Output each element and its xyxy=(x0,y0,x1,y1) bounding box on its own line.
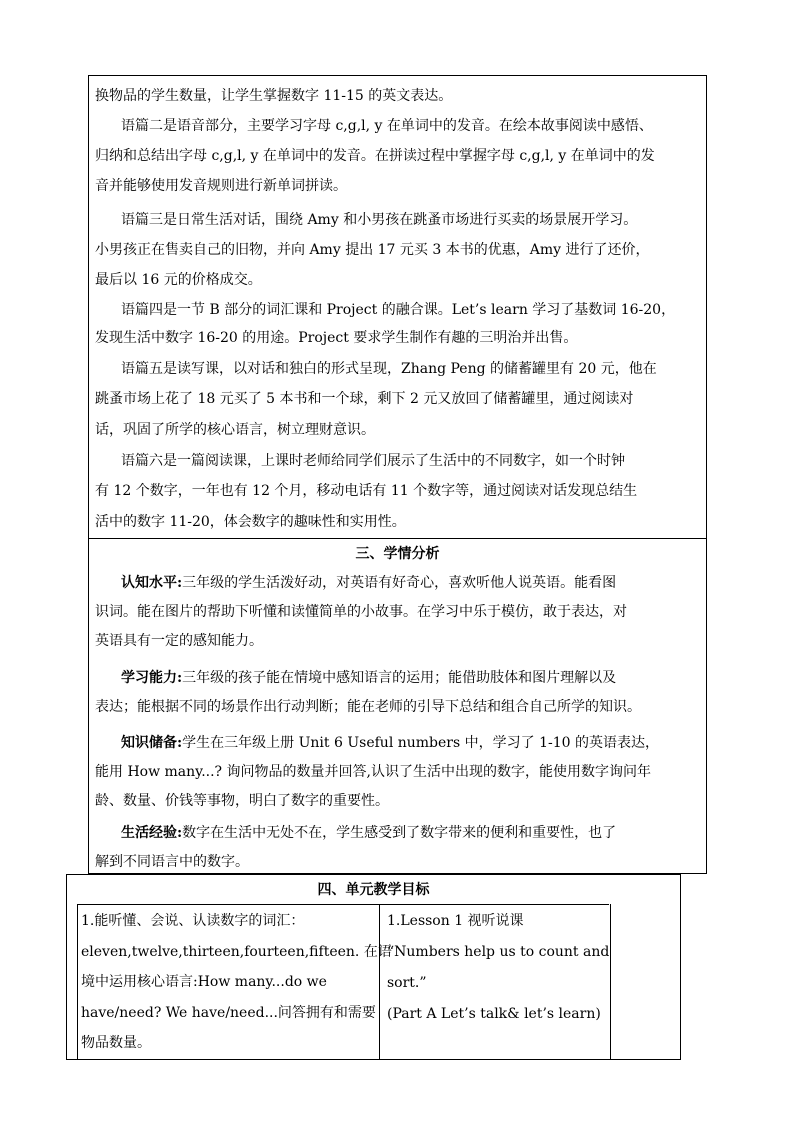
lesson-line: 1.Lesson 1 视听说课 xyxy=(387,913,524,929)
paragraph-line: 跳蚤市场上花了 18 元买了 5 本书和一个球，剩下 2 元又放回了储蓄罐里，通过阅读对 xyxy=(95,391,634,407)
col-divider xyxy=(610,904,611,1059)
learning-line xyxy=(121,668,616,688)
lesson-line: (Part A Let’s talk& let’s learn) xyxy=(387,1006,601,1022)
paragraph-line: 识词。能在图片的帮助下听懂和读懂简单的小故事。在学习中乐于模仿，敢于表达，对 xyxy=(95,604,627,620)
goal-line: 境中运用核心语言:How many...do we xyxy=(81,974,327,990)
goal-line: have/need? We have/need...问答拥有和需要 xyxy=(81,1005,376,1021)
paragraph-line: 语篇二是语音部分，主要学习字母 c,g,l, y 在单词中的发音。在绘本故事阅读中感悟、 xyxy=(121,118,653,134)
learning-text: 三年级的孩子能在情境中感知语言的运用；能借助肢体和图片理解以及 xyxy=(182,670,617,686)
goal-line: 1.能听懂、会说、认读数字的词汇： xyxy=(81,913,305,929)
paragraph-line: 归纳和总结出字母 c,g,l, y 在单词中的发音。在拼读过程中掌握字母 c,g,l, y 在单词中的发 xyxy=(95,148,655,164)
paragraph-line: 语篇三是日常生活对话，围绕 Amy 和小男孩在跳蚤市场进行买卖的场景展开学习。 xyxy=(121,212,638,228)
lesson-line: sort.” xyxy=(387,975,427,991)
section-title: 四、单元教学目标 xyxy=(317,882,430,898)
knowledge-label: 知识储备: xyxy=(121,735,183,751)
cognitive-text: 三年级的学生活泼好动，对英语有好奇心，喜欢听他人说英语。能看图 xyxy=(182,575,617,591)
paragraph-line: 话，巩固了所学的核心语言，树立理财意识。 xyxy=(95,422,375,438)
paragraph-line: 活中的数字 11-20，体会数字的趣味性和实用性。 xyxy=(95,514,406,530)
paragraph-line: 表达；能根据不同的场景作出行动判断；能在老师的引导下总结和组合自己所学的知识。 xyxy=(95,699,641,715)
paragraph-line: 语篇四是一节 B 部分的词汇课和 Project 的融合课。Let’s learn 学习了基数词 16-20， xyxy=(121,302,676,318)
section-title: 三、学情分析 xyxy=(355,546,440,562)
paragraph-line: 语篇六是一篇阅读课，上课时老师给同学们展示了生活中的不同数字，如一个时钟 xyxy=(121,453,625,469)
paragraph-line: 有 12 个数字，一年也有 12 个月，移动电话有 11 个数字等，通过阅读对话发现总结生 xyxy=(95,483,638,499)
knowledge-line xyxy=(121,733,659,753)
life-label: 生活经验: xyxy=(121,825,183,841)
life-text: 数字在生活中无处不在，学生感受到了数字带来的便利和重要性，也了 xyxy=(182,825,617,841)
goal-line: 物品数量。 xyxy=(81,1035,151,1051)
goal-line: eleven,twelve,thirteen,fourteen,fifteen. 在语 xyxy=(81,944,392,960)
paragraph-line: 音并能够使用发音规则进行新单词拼读。 xyxy=(95,178,347,194)
life-line xyxy=(121,823,616,843)
paragraph-line: 小男孩正在售卖自己的旧物，并向 Amy 提出 17 元买 3 本书的优惠，Amy 进行了还价， xyxy=(95,242,650,258)
cognitive-label: 认知水平: xyxy=(121,575,183,591)
col-divider xyxy=(379,904,380,1059)
paragraph-line: 发现生活中数字 16-20 的用途。Project 要求学生制作有趣的三明治并出售。 xyxy=(95,330,578,346)
paragraph-line: 换物品的学生数量，让学生掌握数字 11-15 的英文表达。 xyxy=(95,88,453,104)
paragraph-line: 最后以 16 元的价格成交。 xyxy=(95,272,262,288)
learning-label: 学习能力: xyxy=(121,670,183,686)
paragraph-line: 龄、数量、价钱等事物，明白了数字的重要性。 xyxy=(95,793,389,809)
paragraph-line: 英语具有一定的感知能力。 xyxy=(95,633,263,649)
upper-table xyxy=(88,75,707,874)
col-divider xyxy=(77,904,78,1059)
paragraph-line: 能用 How many...? 询问物品的数量并回答,认识了生活中出现的数字，能使用数字询问年 xyxy=(95,764,651,780)
lesson-line: “Numbers help us to count and xyxy=(387,944,610,960)
paragraph-line: 语篇五是读写课，以对话和独白的形式呈现，Zhang Peng 的储蓄罐里有 20 元，他在 xyxy=(121,361,657,377)
knowledge-text: 学生在三年级上册 Unit 6 Useful numbers 中，学习了 1-10 的英语表达， xyxy=(182,735,659,751)
cognitive-line xyxy=(121,573,616,593)
paragraph-line: 解到不同语言中的数字。 xyxy=(95,854,249,870)
row-divider xyxy=(77,904,609,905)
goals-table xyxy=(66,874,681,1060)
row-divider xyxy=(89,538,706,539)
